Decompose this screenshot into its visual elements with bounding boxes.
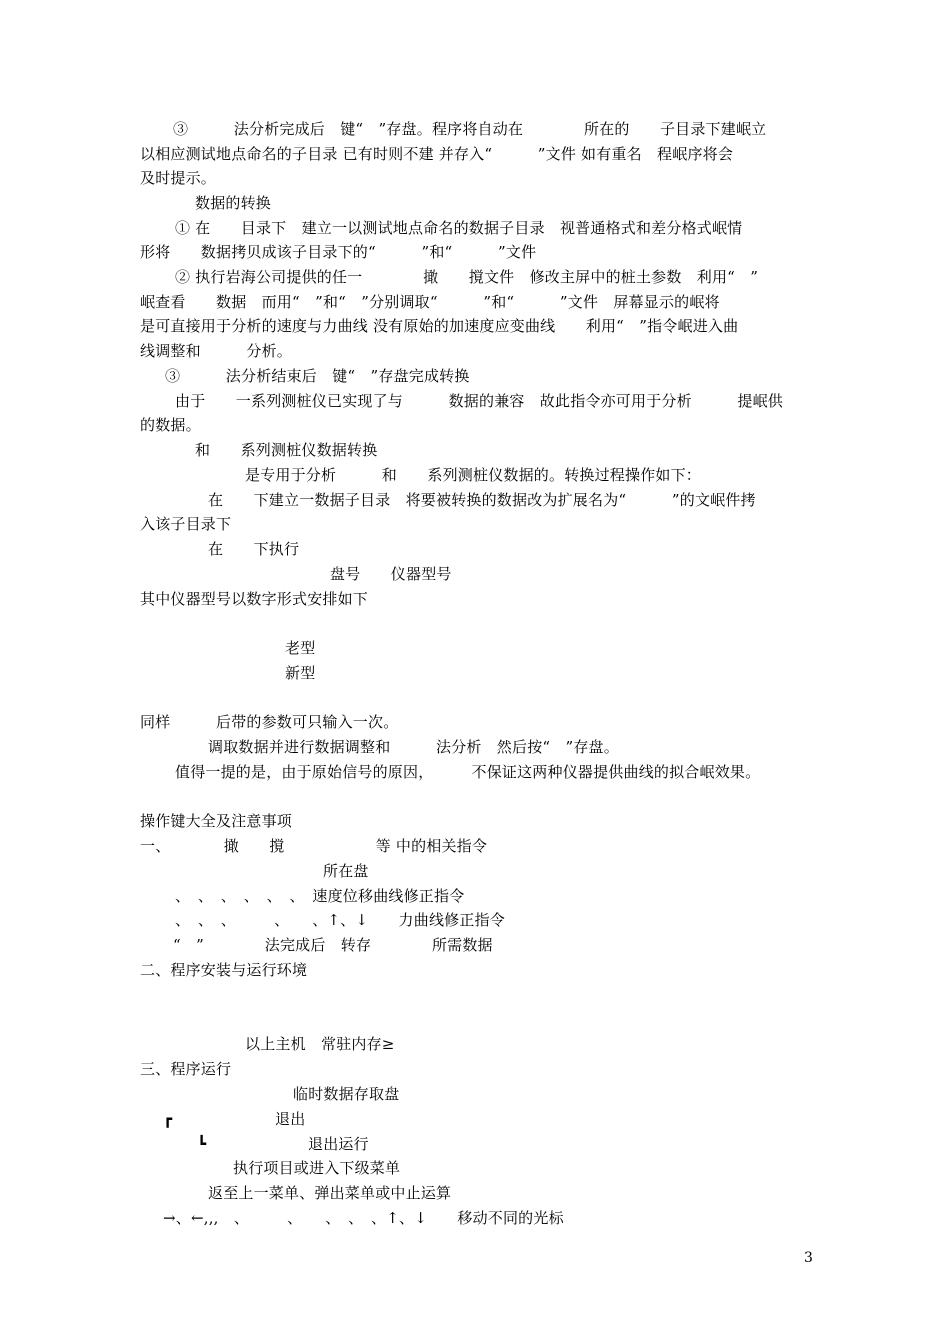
text-line: 老型 bbox=[285, 639, 316, 657]
text-line: 由于 一系列测桩仪已实现了与 数据的兼容 故此指令亦可用于分析 提岷供 bbox=[175, 392, 784, 410]
section-heading: 数据的转换 bbox=[195, 194, 272, 212]
text-line: ③ 法分析完成后 键“ ”存盘。程序将自动在 所在的 子目录下建岷立 bbox=[173, 120, 767, 138]
section-heading: 和 系列测桩仪数据转换 bbox=[195, 441, 378, 459]
text-line: 退出 bbox=[275, 1110, 306, 1128]
text-line: ③ 法分析结束后 键“ ”存盘完成转换 bbox=[165, 367, 470, 385]
text-line: 退出运行 bbox=[308, 1135, 369, 1153]
text-line: 以相应测试地点命名的子目录 已有时则不建 并存入“ ”文件 如有重名 程岷序将会 bbox=[140, 145, 734, 163]
text-line: 线调整和 分析。 bbox=[140, 342, 293, 360]
text-line: 、 、 、 、 、↑、↓ 力曲线修正指令 bbox=[175, 911, 505, 929]
text-line: 一、 撖 撹 等 中的相关指令 bbox=[140, 837, 488, 855]
text-line: 及时提示。 bbox=[140, 169, 217, 187]
corner-glyph: ┗ bbox=[197, 1135, 207, 1153]
text-line: 的数据。 bbox=[140, 416, 201, 434]
text-line: ② 执行岩海公司提供的任一 撖 撹文件 修改主屏中的桩土参数 利用“ ” bbox=[175, 268, 759, 286]
text-line: ① 在 目录下 建立一以测试地点命名的数据子目录 视普通格式和差分格式岷情 bbox=[175, 219, 743, 237]
text-line: 形将 数据拷贝成该子目录下的“ ”和“ ”文件 bbox=[140, 243, 537, 261]
section-heading: 操作键大全及注意事项 bbox=[140, 812, 293, 830]
text-line: 、 、 、 、 、 、 速度位移曲线修正指令 bbox=[175, 887, 465, 905]
text-line: 所在盘 bbox=[323, 862, 369, 880]
text-line: 以上主机 常驻内存≥ bbox=[245, 1035, 395, 1053]
text-line: 在 下执行 bbox=[208, 540, 300, 558]
section-heading: 二、程序安装与运行环境 bbox=[140, 961, 308, 979]
text-line: 值得一提的是，由于原始信号的原因， 不保证这两种仪器提供曲线的拟合岷效果。 bbox=[175, 763, 761, 781]
text-line: 执行项目或进入下级菜单 bbox=[233, 1159, 401, 1177]
section-heading: 三、程序运行 bbox=[140, 1060, 232, 1078]
text-line: 盘号 仪器型号 bbox=[330, 565, 452, 583]
text-line: 返至上一菜单、弹出菜单或中止运算 bbox=[208, 1184, 452, 1202]
corner-glyph: ┏ bbox=[163, 1110, 173, 1128]
page-number: 3 bbox=[804, 1250, 813, 1266]
text-line: →、←,,, 、 、 、 、 、↑、↓ 移动不同的光标 bbox=[163, 1209, 564, 1227]
text-line: 入该子目录下 bbox=[140, 515, 232, 533]
text-line: 是专用于分析 和 系列测桩仪数据的。转换过程操作如下： bbox=[245, 466, 702, 484]
text-line: 岷查看 数据 而用“ ”和“ ”分别调取“ ”和“ ”文件 屏幕显示的岷将 bbox=[140, 293, 720, 311]
text-line: 临时数据存取盘 bbox=[293, 1085, 400, 1103]
text-line: “ ” 法完成后 转存 所需数据 bbox=[173, 936, 493, 954]
text-line: 在 下建立一数据子目录 将要被转换的数据改为扩展名为“ ”的文岷件拷 bbox=[208, 491, 756, 509]
text-line: 同样 后带的参数可只输入一次。 bbox=[140, 713, 399, 731]
text-line: 其中仪器型号以数字形式安排如下 bbox=[140, 590, 369, 608]
text-line: 新型 bbox=[285, 664, 316, 682]
text-line: 调取数据并进行数据调整和 法分析 然后按“ ”存盘。 bbox=[208, 738, 619, 756]
text-line: 是可直接用于分析的速度与力曲线 没有原始的加速度应变曲线 利用“ ”指令岷进入曲 bbox=[140, 317, 739, 335]
